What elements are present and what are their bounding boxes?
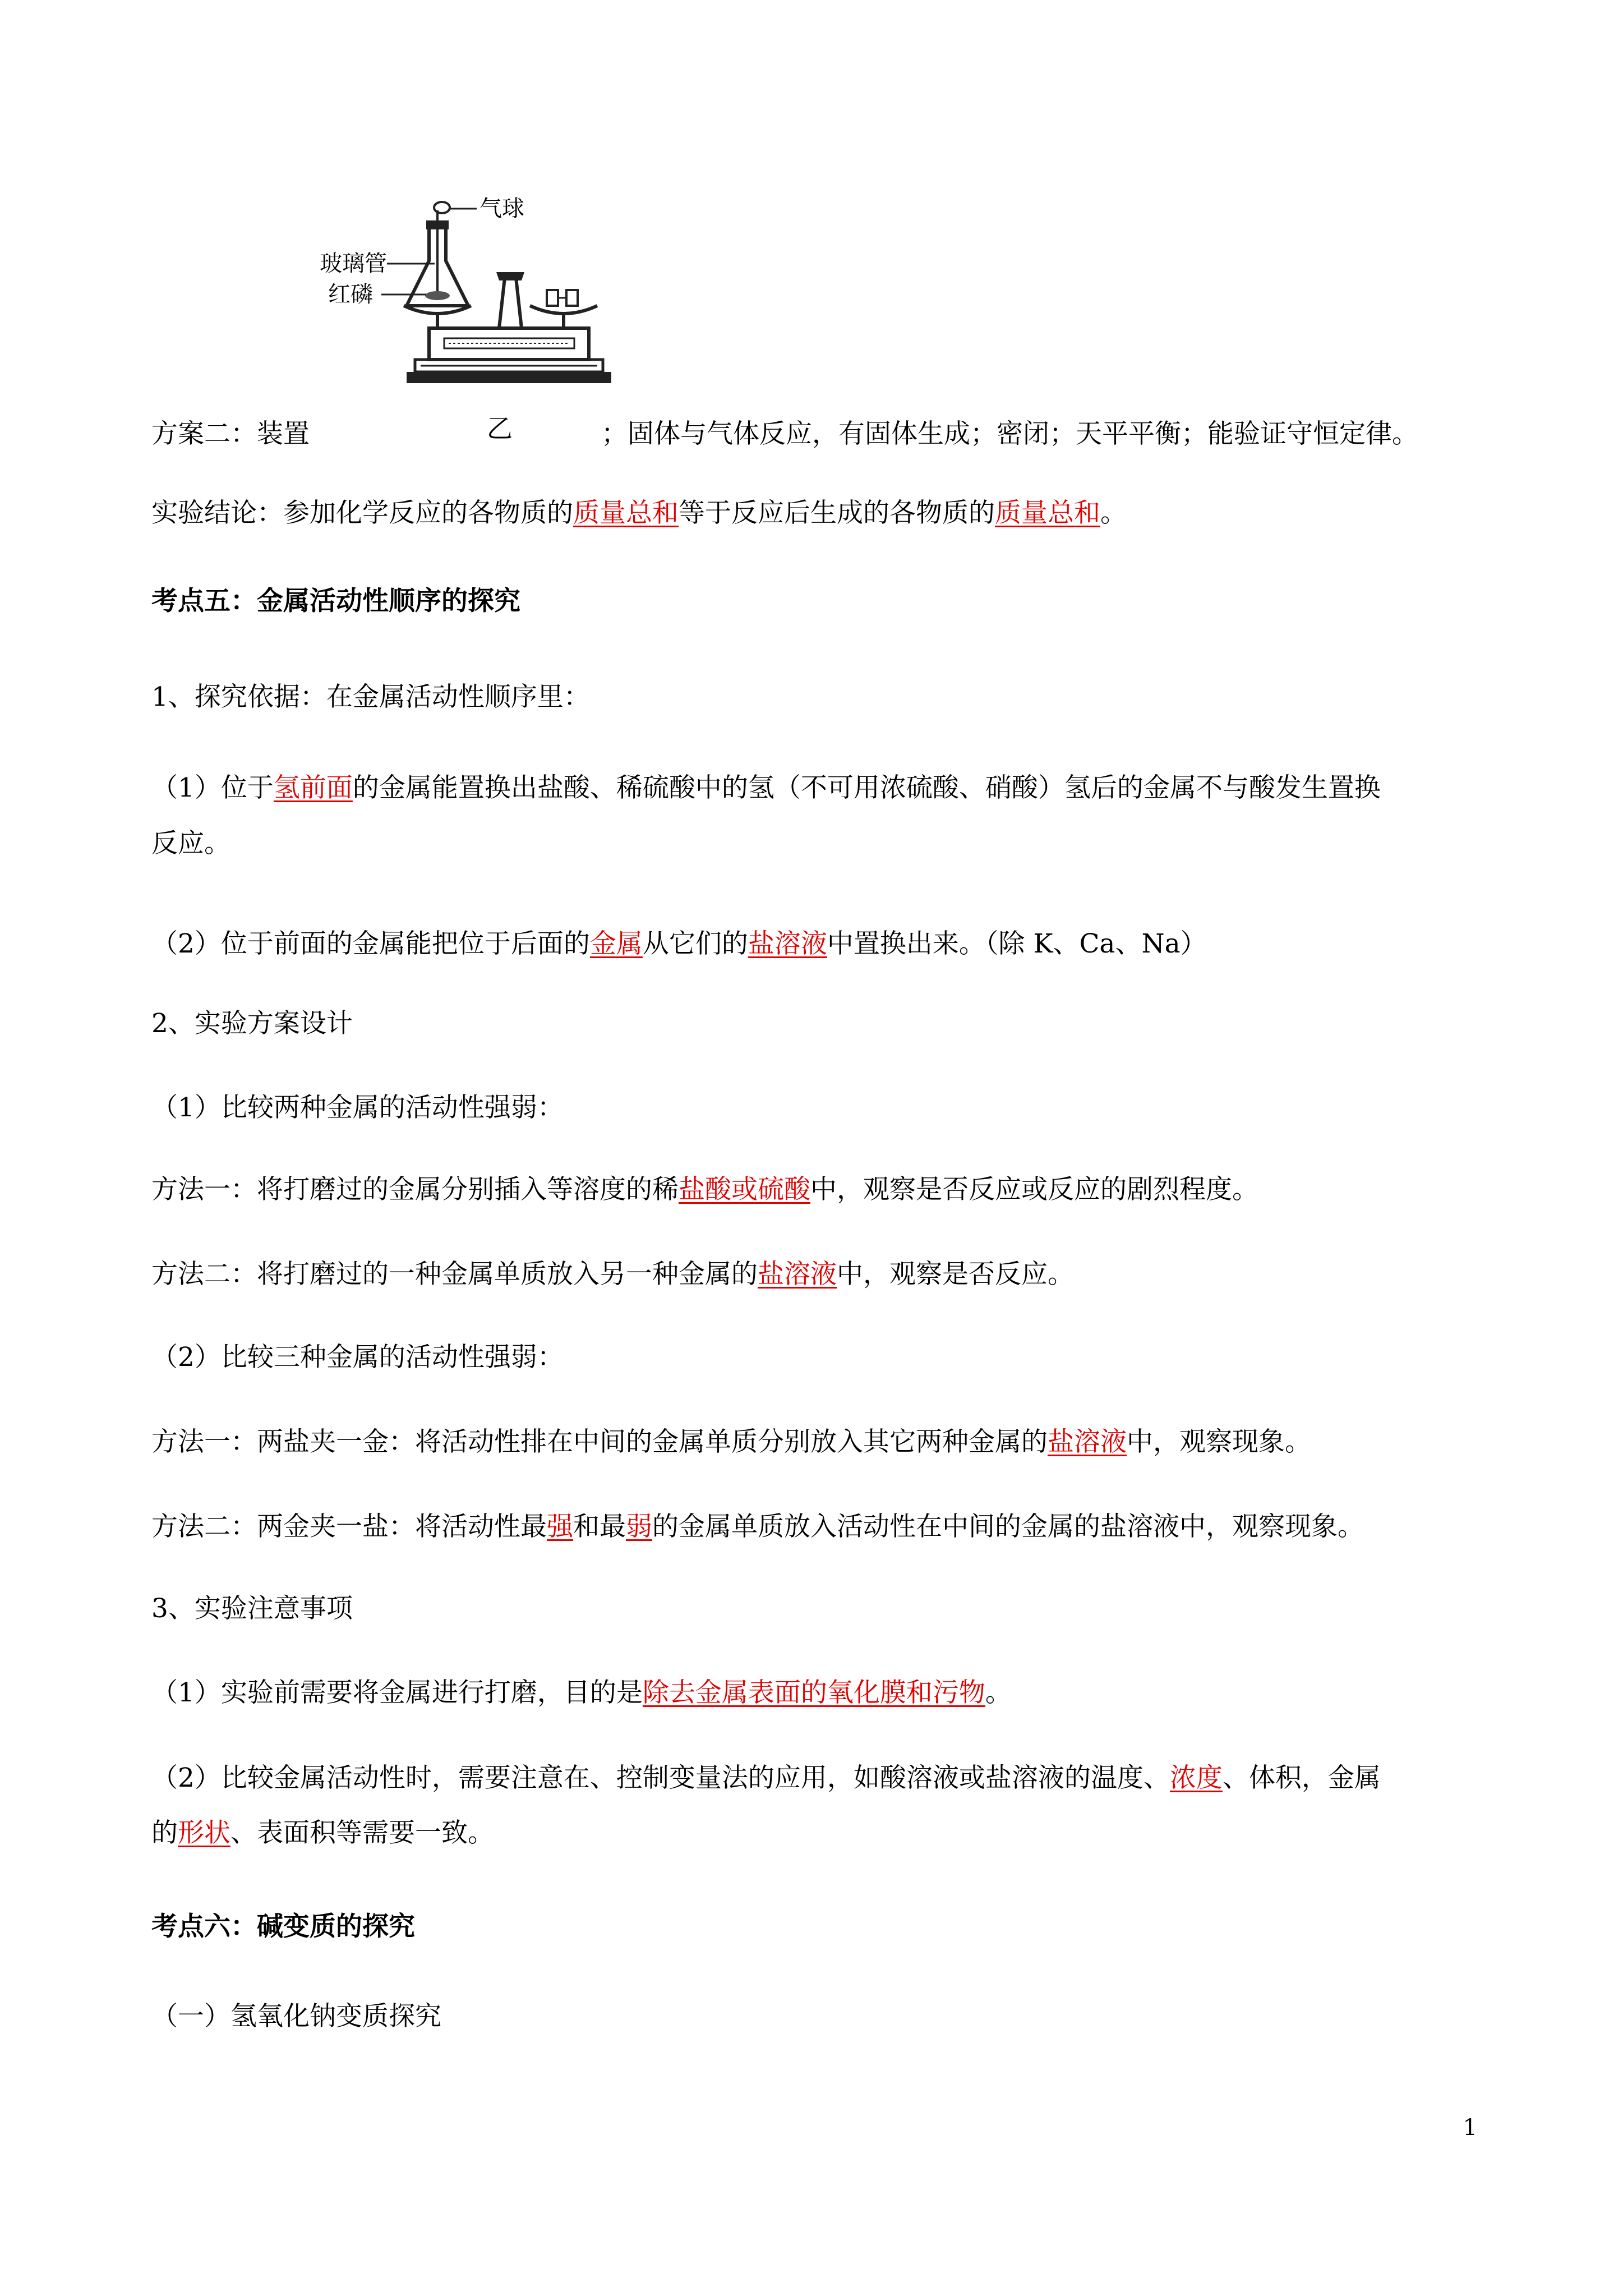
text: 中，观察是否反应或反应的剧烈程度。 — [810, 1174, 1258, 1205]
answer: 质量总和 — [573, 498, 679, 528]
text: 、表面积等需要一致。 — [230, 1818, 494, 1848]
balance-apparatus-figure — [320, 194, 611, 401]
notes-title: 3、实验注意事项 — [151, 1593, 353, 1624]
text: 和最 — [573, 1511, 626, 1542]
section5-title: 考点五：金属活动性顺序的探究 — [151, 586, 520, 616]
note-2-cont — [151, 1816, 494, 1850]
text: 中，观察是否反应。 — [837, 1259, 1074, 1290]
method-2 — [151, 1258, 1074, 1291]
text: （2）比较金属活动性时，需要注意在、控制变量法的应用，如酸溶液或盐溶液的温度、 — [151, 1763, 1170, 1793]
three-metals-title: （2）比较三种金属的活动性强弱： — [151, 1342, 564, 1373]
basis-title: 1、探究依据：在金属活动性顺序里： — [151, 682, 590, 712]
answer: 氢前面 — [273, 772, 353, 803]
answer: 形状 — [178, 1818, 230, 1848]
text: 方法一：两盐夹一金：将活动性排在中间的金属单质分别放入其它两种金属的 — [151, 1427, 1048, 1457]
text: 中，观察现象。 — [1127, 1427, 1311, 1457]
basis-item-1-cont: 反应。 — [151, 828, 230, 859]
text: 方法一：将打磨过的金属分别插入等溶度的稀 — [151, 1174, 679, 1205]
text: 中置换出来。（除 K、Ca、Na） — [827, 928, 1207, 959]
balance-base — [407, 372, 611, 383]
text: 。 — [985, 1677, 1012, 1708]
scheme2-line — [151, 417, 1418, 451]
text: 。 — [1100, 498, 1127, 528]
method-3 — [151, 1425, 1311, 1459]
answer: 盐酸或硫酸 — [679, 1174, 810, 1205]
two-metals-title: （1）比较两种金属的活动性强弱： — [151, 1092, 564, 1123]
section6-sub1: （一）氢氧化钠变质探究 — [151, 2001, 441, 2032]
text: （1）实验前需要将金属进行打磨，目的是 — [151, 1677, 643, 1708]
text: 的金属单质放入活动性在中间的金属的盐溶液中，观察现象。 — [652, 1511, 1364, 1542]
answer: 金属 — [589, 928, 643, 959]
text: 实验结论：参加化学反应的各物质的 — [151, 498, 573, 528]
text: 的 — [151, 1818, 178, 1848]
section6-title: 考点六：碱变质的探究 — [151, 1911, 415, 1942]
text: （2）位于前面的金属能把位于后面的 — [151, 928, 590, 959]
label-glass-tube: 玻璃管 — [320, 251, 387, 277]
note-1 — [151, 1676, 1012, 1710]
answer: 盐溶液 — [758, 1259, 837, 1290]
page-number: 1 — [1463, 2115, 1477, 2141]
basis-item-1 — [151, 771, 1381, 805]
design-title: 2、实验方案设计 — [151, 1008, 353, 1039]
text: 、体积，金属 — [1222, 1763, 1381, 1793]
text: 方法二：将打磨过的一种金属单质放入另一种金属的 — [151, 1259, 758, 1290]
text: 等于反应后生成的各物质的 — [679, 498, 995, 528]
answer: 浓度 — [1169, 1763, 1223, 1793]
conclusion-line — [151, 496, 1127, 530]
scheme2-prefix: 方案二：装置 — [151, 418, 310, 449]
basis-item-2 — [151, 927, 1207, 961]
answer: 盐溶液 — [748, 928, 827, 959]
method-1 — [151, 1173, 1258, 1207]
answer: 强 — [547, 1511, 573, 1542]
label-balloon: 气球 — [479, 196, 524, 222]
scheme2-suffix: ；固体与气体反应，有固体生成；密闭；天平平衡；能验证守恒定律。 — [601, 418, 1418, 449]
answer: 质量总和 — [995, 498, 1100, 528]
text: 从它们的 — [642, 928, 748, 959]
answer: 盐溶液 — [1048, 1427, 1127, 1457]
method-4 — [151, 1510, 1364, 1544]
text: 的金属能置换出盐酸、稀硫酸中的氢（不可用浓硫酸、硝酸）氢后的金属不与酸发生置换 — [352, 772, 1381, 803]
note-2 — [151, 1761, 1381, 1795]
text: 方法二：两金夹一盐：将活动性最 — [151, 1511, 547, 1542]
answer: 除去金属表面的氧化膜和污物 — [642, 1677, 985, 1708]
answer: 弱 — [626, 1511, 652, 1542]
figure-caption: 乙 — [487, 413, 513, 444]
text: （1）位于 — [151, 772, 274, 803]
label-red-phosphorus: 红磷 — [328, 282, 373, 307]
